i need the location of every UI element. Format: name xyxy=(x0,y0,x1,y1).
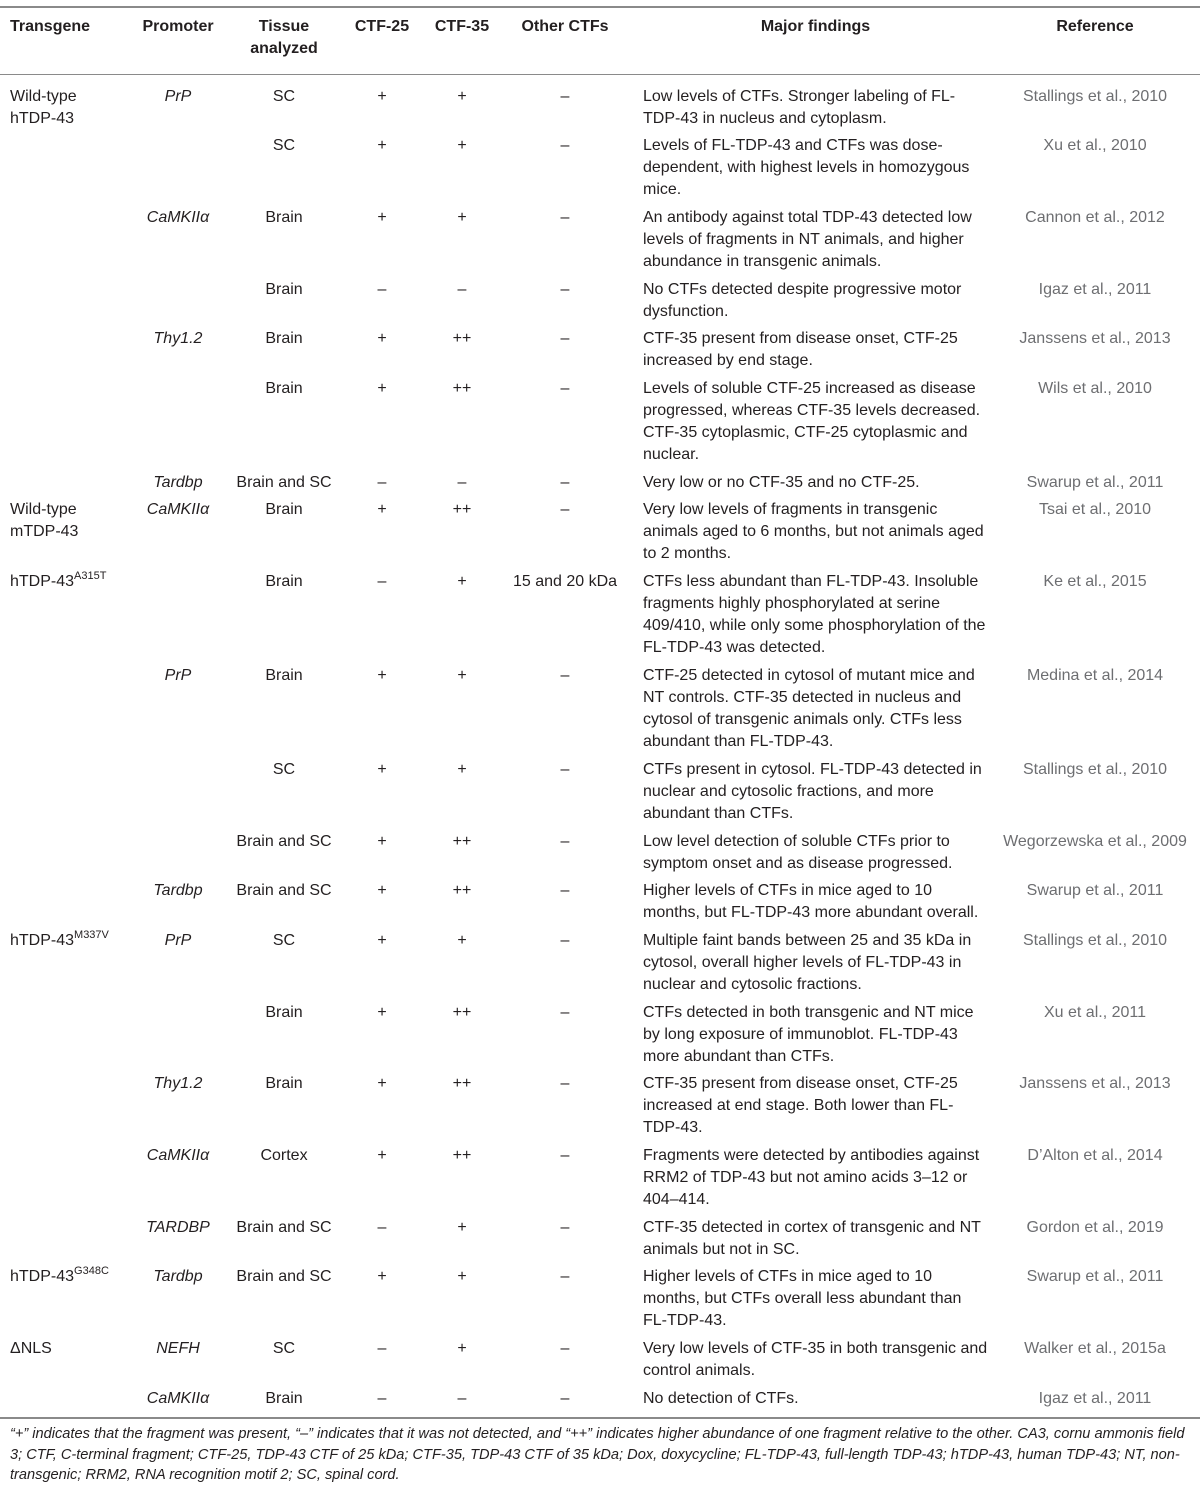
cell-promoter: CaMKIIα xyxy=(146,1147,210,1164)
cell-transgene xyxy=(10,1266,130,1289)
cell-findings: Very low levels of CTF-35 in both transgenic and control animals. xyxy=(643,1340,988,1379)
cell-ctf25: + xyxy=(377,209,387,226)
header-ctf35: CTF-35 xyxy=(434,18,490,35)
cell-promoter: PrP xyxy=(164,932,192,949)
cell-other: – xyxy=(560,1004,570,1021)
cell-other: – xyxy=(560,761,570,778)
cell-promoter: CaMKIIα xyxy=(146,501,210,518)
top-rule xyxy=(0,6,1200,8)
cell-other: – xyxy=(560,1219,570,1236)
cell-reference: Swarup et al., 2011 xyxy=(1026,474,1164,491)
cell-tissue: Brain xyxy=(265,667,303,684)
cell-ctf25: – xyxy=(377,474,387,491)
bottom-rule xyxy=(0,1417,1200,1419)
cell-reference: Swarup et al., 2011 xyxy=(1026,882,1164,899)
cell-other: – xyxy=(560,209,570,226)
cell-reference: Stallings et al., 2010 xyxy=(1022,932,1168,949)
cell-other: – xyxy=(560,474,570,491)
cell-findings: Levels of FL-TDP-43 and CTFs was dose-dependent, with highest levels in homozygous mice. xyxy=(643,137,970,198)
cell-ctf25: + xyxy=(377,330,387,347)
cell-ctf35: ++ xyxy=(452,1004,472,1021)
cell-ctf25: + xyxy=(377,1147,387,1164)
cell-promoter: Thy1.2 xyxy=(153,330,203,347)
cell-ctf25: – xyxy=(377,1219,387,1236)
cell-reference: Swarup et al., 2011 xyxy=(1026,1268,1164,1285)
cell-ctf35: – xyxy=(457,1390,467,1407)
transgene-name: hTDP-43 xyxy=(10,573,75,590)
cell-ctf25: + xyxy=(377,88,387,105)
header-other: Other CTFs xyxy=(521,18,609,35)
cell-ctf35: + xyxy=(457,667,467,684)
cell-ctf35: + xyxy=(457,573,467,590)
cell-tissue: Brain and SC xyxy=(236,474,332,491)
header-transgene: Transgene xyxy=(10,18,91,35)
cell-other: – xyxy=(560,281,570,298)
table-footnote: “+” indicates that the fragment was present, “–” indicates that it was not detected, and “++” indicates higher abundance of one fragment relative to the other. CA3, cornu ammonis field 3; CTF, C-terminal fragment; CTF-25, TDP-43 CTF of 25 kDa; CTF-35, TDP-43 CTF of 35 kDa; Dox, doxycycline; FL-TDP-43, full-length TDP-43; hTDP-43, human TDP-43; NT, non-transgenic; RRM2, RNA recognition motif 2; SC, spinal cord. xyxy=(10,1426,1185,1483)
cell-reference: Igaz et al., 2011 xyxy=(1038,281,1152,298)
cell-promoter: TARDBP xyxy=(146,1219,210,1236)
cell-tissue: Cortex xyxy=(260,1147,308,1164)
cell-findings: Levels of soluble CTF-25 increased as disease progressed, whereas CTF-35 levels decreased. CTF-35 cytoplasmic, CTF-25 cytoplasmic and nuclear. xyxy=(643,380,981,463)
cell-other: – xyxy=(560,1390,570,1407)
cell-ctf35: + xyxy=(457,1219,467,1236)
cell-findings: CTFs less abundant than FL-TDP-43. Insoluble fragments highly phosphorylated at serine 409/410, while only some phosphorylation of the FL-TDP-43 was detected. xyxy=(643,573,986,656)
cell-ctf35: ++ xyxy=(452,1075,472,1092)
cell-ctf25: – xyxy=(377,1340,387,1357)
cell-other: – xyxy=(560,1147,570,1164)
header-promoter: Promoter xyxy=(142,18,214,35)
cell-other: – xyxy=(560,330,570,347)
cell-ctf35: ++ xyxy=(452,380,472,397)
cell-ctf35: ++ xyxy=(452,882,472,899)
cell-other: 15 and 20 kDa xyxy=(512,573,618,590)
cell-ctf35: + xyxy=(457,761,467,778)
header-ctf25: CTF-25 xyxy=(354,18,410,35)
cell-reference: Tsai et al., 2010 xyxy=(1038,501,1152,518)
cell-findings: An antibody against total TDP-43 detected low levels of fragments in NT animals, and higher abundance in transgenic animals. xyxy=(643,209,972,270)
cell-tissue: SC xyxy=(272,88,296,105)
cell-findings: Higher levels of CTFs in mice aged to 10 months, but CTFs overall less abundant than FL-TDP-43. xyxy=(643,1268,962,1329)
cell-tissue: Brain xyxy=(265,1390,303,1407)
cell-tissue: Brain and SC xyxy=(236,1219,332,1236)
header-rule xyxy=(0,74,1200,75)
header-reference: Reference xyxy=(1056,18,1134,35)
cell-ctf35: – xyxy=(457,474,467,491)
cell-promoter: Tardbp xyxy=(153,882,203,899)
cell-tissue: SC xyxy=(272,137,296,154)
cell-transgene xyxy=(10,571,130,594)
cell-reference: Ke et al., 2015 xyxy=(1043,573,1147,590)
cell-transgene: Wild-type mTDP-43 xyxy=(10,501,79,540)
cell-ctf35: ++ xyxy=(452,1147,472,1164)
transgene-name: hTDP-43 xyxy=(10,1268,75,1285)
cell-findings: CTFs detected in both transgenic and NT mice by long exposure of immunoblot. FL-TDP-43 more abundant than CTFs. xyxy=(643,1004,974,1065)
cell-findings: CTFs present in cytosol. FL-TDP-43 detected in nuclear and cytosolic fractions, and more abundant than CTFs. xyxy=(643,761,982,822)
cell-findings: CTF-25 detected in cytosol of mutant mice and NT controls. CTF-35 detected in nucleus and cytosol of transgenic animals only. CTFs less abundant than FL-TDP-43. xyxy=(643,667,975,750)
cell-other: – xyxy=(560,137,570,154)
cell-tissue: Brain and SC xyxy=(236,833,332,850)
cell-findings: Very low or no CTF-35 and no CTF-25. xyxy=(643,474,920,491)
cell-transgene: Wild-type hTDP-43 xyxy=(10,88,77,127)
cell-reference: Gordon et al., 2019 xyxy=(1026,1219,1164,1236)
cell-ctf25: – xyxy=(377,1390,387,1407)
header-findings: Major findings xyxy=(760,18,871,35)
cell-reference: Janssens et al., 2013 xyxy=(1019,1075,1171,1092)
cell-reference: Stallings et al., 2010 xyxy=(1022,88,1168,105)
cell-other: – xyxy=(560,380,570,397)
cell-promoter: Tardbp xyxy=(153,1268,203,1285)
cell-transgene: ΔNLS xyxy=(10,1340,52,1357)
cell-other: – xyxy=(560,1075,570,1092)
cell-tissue: Brain xyxy=(265,209,303,226)
cell-tissue: Brain and SC xyxy=(236,1268,332,1285)
cell-tissue: Brain xyxy=(265,1075,303,1092)
mutation-superscript: M337V xyxy=(74,929,109,941)
cell-ctf35: + xyxy=(457,1340,467,1357)
cell-findings: Low level detection of soluble CTFs prior to symptom onset and as disease progressed. xyxy=(643,833,953,872)
header-tissue: Tissue analyzed xyxy=(250,18,318,57)
cell-tissue: SC xyxy=(272,932,296,949)
cell-ctf35: – xyxy=(457,281,467,298)
cell-tissue: Brain xyxy=(265,281,303,298)
cell-promoter: CaMKIIα xyxy=(146,1390,210,1407)
cell-ctf35: + xyxy=(457,1268,467,1285)
cell-other: – xyxy=(560,1340,570,1357)
cell-ctf35: + xyxy=(457,932,467,949)
cell-findings: CTF-35 detected in cortex of transgenic and NT animals but not in SC. xyxy=(643,1219,981,1258)
cell-reference: Xu et al., 2011 xyxy=(1044,1004,1146,1021)
cell-ctf35: ++ xyxy=(452,501,472,518)
cell-transgene xyxy=(10,930,130,953)
cell-promoter: PrP xyxy=(164,667,192,684)
cell-other: – xyxy=(560,88,570,105)
cell-findings: CTF-35 present from disease onset, CTF-25 increased by end stage. xyxy=(643,330,958,369)
cell-reference: Stallings et al., 2010 xyxy=(1022,761,1168,778)
cell-other: – xyxy=(560,882,570,899)
cell-ctf25: + xyxy=(377,380,387,397)
cell-ctf25: + xyxy=(377,1268,387,1285)
cell-ctf25: + xyxy=(377,882,387,899)
cell-ctf25: – xyxy=(377,573,387,590)
cell-promoter: NEFH xyxy=(156,1340,200,1357)
mutation-superscript: A315T xyxy=(74,570,107,582)
cell-reference: Medina et al., 2014 xyxy=(1026,667,1164,684)
cell-ctf35: + xyxy=(457,88,467,105)
cell-tissue: Brain and SC xyxy=(236,882,332,899)
cell-ctf25: + xyxy=(377,833,387,850)
cell-other: – xyxy=(560,501,570,518)
cell-findings: No detection of CTFs. xyxy=(643,1390,799,1407)
cell-promoter: Thy1.2 xyxy=(153,1075,203,1092)
cell-ctf25: + xyxy=(377,761,387,778)
cell-reference: Wils et al., 2010 xyxy=(1038,380,1152,397)
cell-reference: Cannon et al., 2012 xyxy=(1025,209,1165,226)
cell-promoter: Tardbp xyxy=(153,474,203,491)
cell-reference: Wegorzewska et al., 2009 xyxy=(1003,833,1187,850)
cell-tissue: Brain xyxy=(265,380,303,397)
cell-ctf25: + xyxy=(377,667,387,684)
cell-other: – xyxy=(560,1268,570,1285)
cell-promoter: CaMKIIα xyxy=(146,209,210,226)
cell-findings: Higher levels of CTFs in mice aged to 10 months, but FL-TDP-43 more abundant overall. xyxy=(643,882,979,921)
cell-findings: Fragments were detected by antibodies against RRM2 of TDP-43 but not amino acids 3–12 or 404–414. xyxy=(643,1147,980,1208)
transgene-name: hTDP-43 xyxy=(10,932,75,949)
cell-reference: Walker et al., 2015a xyxy=(1024,1340,1166,1357)
cell-reference: Xu et al., 2010 xyxy=(1043,137,1147,154)
cell-ctf35: + xyxy=(457,209,467,226)
cell-reference: D’Alton et al., 2014 xyxy=(1027,1147,1163,1164)
cell-promoter: PrP xyxy=(164,88,192,105)
cell-tissue: Brain xyxy=(265,573,303,590)
mutation-superscript: G348C xyxy=(74,1265,109,1277)
cell-tissue: SC xyxy=(272,761,296,778)
cell-tissue: Brain xyxy=(265,1004,303,1021)
cell-findings: Very low levels of fragments in transgenic animals aged to 6 months, but not animals aged to 2 months. xyxy=(643,501,984,562)
cell-ctf35: ++ xyxy=(452,330,472,347)
cell-ctf25: + xyxy=(377,137,387,154)
cell-reference: Igaz et al., 2011 xyxy=(1038,1390,1152,1407)
cell-ctf25: + xyxy=(377,1075,387,1092)
cell-other: – xyxy=(560,833,570,850)
cell-findings: Low levels of CTFs. Stronger labeling of FL-TDP-43 in nucleus and cytoplasm. xyxy=(643,88,956,127)
cell-findings: CTF-35 present from disease onset, CTF-25 increased at end stage. Both lower than FL-TDP-43. xyxy=(643,1075,958,1136)
cell-tissue: Brain xyxy=(265,330,303,347)
cell-ctf35: ++ xyxy=(452,833,472,850)
cell-ctf25: + xyxy=(377,501,387,518)
cell-other: – xyxy=(560,667,570,684)
cell-findings: Multiple faint bands between 25 and 35 kDa in cytosol, overall higher levels of FL-TDP-43 in nuclear and cytosolic fractions. xyxy=(643,932,972,993)
cell-findings: No CTFs detected despite progressive motor dysfunction. xyxy=(643,281,962,320)
cell-tissue: Brain xyxy=(265,501,303,518)
cell-ctf25: + xyxy=(377,1004,387,1021)
cell-tissue: SC xyxy=(272,1340,296,1357)
cell-ctf25: + xyxy=(377,932,387,949)
cell-ctf35: + xyxy=(457,137,467,154)
cell-ctf25: – xyxy=(377,281,387,298)
cell-other: – xyxy=(560,932,570,949)
cell-reference: Janssens et al., 2013 xyxy=(1019,330,1171,347)
